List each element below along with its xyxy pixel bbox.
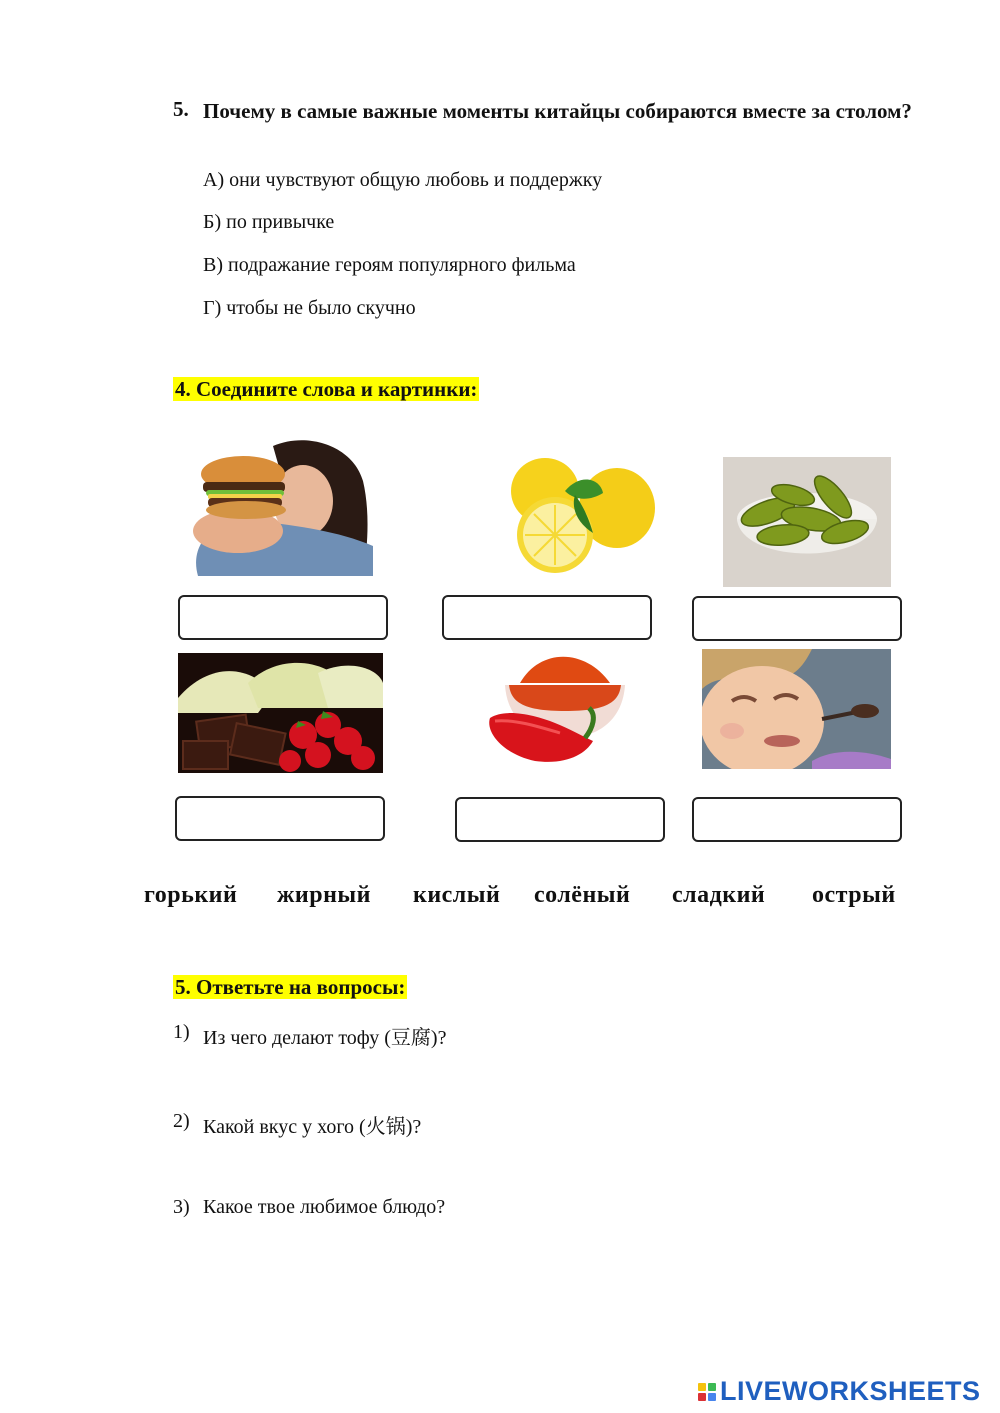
section-5-title-text: 5. Ответьте на вопросы: xyxy=(175,975,406,999)
word-spicy[interactable]: острый xyxy=(812,882,896,908)
word-sour[interactable]: кислый xyxy=(413,882,501,908)
question-1-number: 1) xyxy=(173,1021,190,1043)
option-d[interactable]: Г) чтобы не было скучно xyxy=(203,297,416,319)
question-2-text: Какой вкус у хого (火锅)? xyxy=(203,1116,422,1138)
section-5-title xyxy=(173,975,407,1000)
lemons-image xyxy=(505,453,658,575)
chili-pepper-image xyxy=(485,643,640,768)
liveworksheets-logo xyxy=(698,1376,981,1407)
answer-box-6[interactable] xyxy=(692,797,902,842)
question-1-text: Из чего делают тофу (豆腐)? xyxy=(203,1027,447,1049)
answer-box-1[interactable] xyxy=(178,595,388,640)
burger-eater-image xyxy=(178,436,373,576)
bitter-face-image xyxy=(702,649,891,769)
pickles-image xyxy=(723,457,891,587)
logo-grid-icon xyxy=(698,1383,716,1401)
question-3-text: Какое твое любимое блюдо? xyxy=(203,1196,446,1218)
question-number: 5. xyxy=(173,97,189,121)
option-b[interactable]: Б) по привычке xyxy=(203,211,335,233)
option-c[interactable]: В) подражание героям популярного фильма xyxy=(203,254,576,276)
word-salty[interactable]: солёный xyxy=(534,882,631,908)
logo-text: LIVEWORKSHEETS xyxy=(720,1376,981,1406)
section-4-title-text: 4. Соедините слова и картинки: xyxy=(175,377,478,401)
question-3-number: 3) xyxy=(173,1196,190,1218)
section-4-title xyxy=(173,377,479,402)
question-text: Почему в самые важные моменты китайцы собираются вместе за столом? xyxy=(203,99,912,123)
answer-box-5[interactable] xyxy=(455,797,665,842)
answer-box-3[interactable] xyxy=(692,596,902,641)
question-2-number: 2) xyxy=(173,1110,190,1132)
word-bitter[interactable]: горький xyxy=(144,882,238,908)
answer-box-4[interactable] xyxy=(175,796,385,841)
word-sweet[interactable]: сладкий xyxy=(672,882,766,908)
word-fatty[interactable]: жирный xyxy=(277,882,371,908)
option-a[interactable]: А) они чувствуют общую любовь и поддержку xyxy=(203,169,603,191)
answer-box-2[interactable] xyxy=(442,595,652,640)
sweets-image xyxy=(178,653,383,773)
